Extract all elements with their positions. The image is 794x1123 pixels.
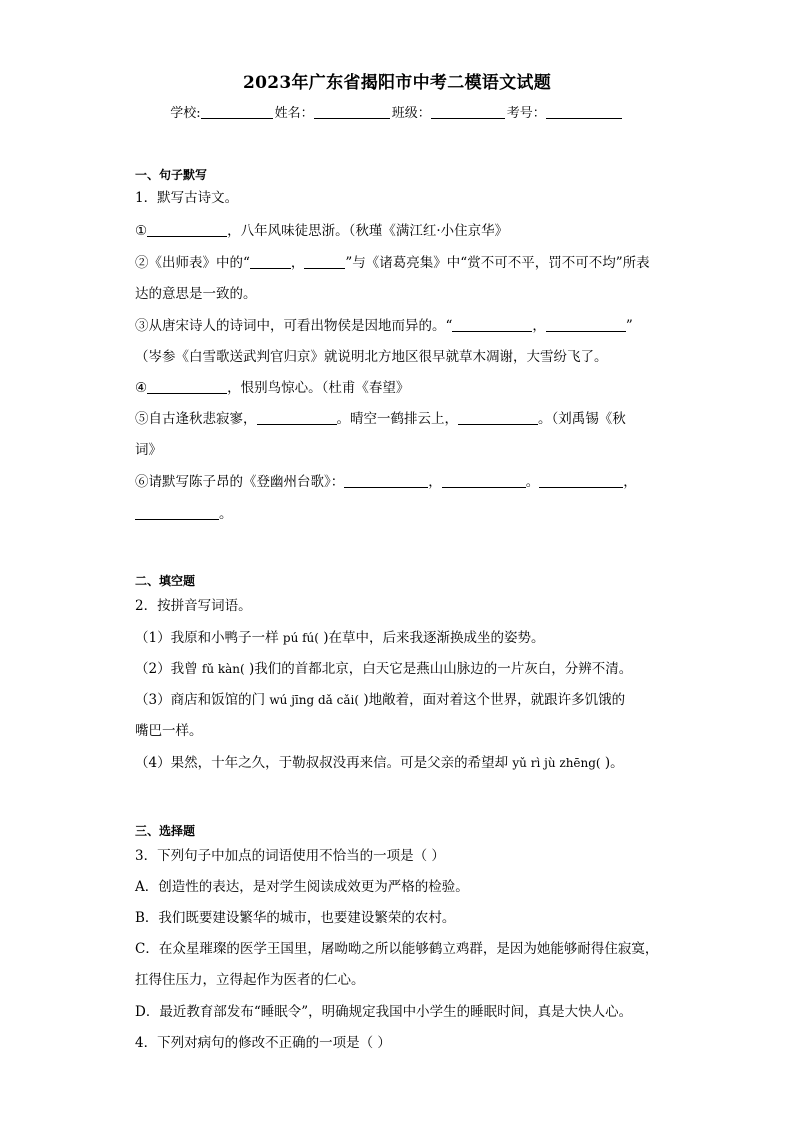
answer-blank[interactable] [539, 474, 623, 488]
question-2-sub-3-cont: 嘴巴一样。 [135, 723, 203, 739]
question-3-option-a: A．创造性的表达，是对学生阅读成效更为严格的检验。 [135, 879, 469, 895]
circled-1-icon: ① [135, 223, 148, 239]
question-2-sub-3: （3）商店和饭馆的门 wú jīng dǎ cǎi( )地敞着，面对着这个世界，就跟许多饥饿的 [135, 692, 626, 708]
question-1-item-1: ① ，八年风味徒思浙。（秋瑾《满江红·小住京华》 [135, 223, 509, 239]
class-field[interactable] [431, 105, 505, 119]
school-field[interactable] [201, 105, 273, 119]
question-2-sub-4: （4）果然，十年之久，于勒叔叔没再来信。可是父亲的希望却 yǔ rì jù zhēng( )。 [135, 755, 624, 771]
answer-blank[interactable] [147, 223, 227, 237]
question-1-item-2: ②《出师表》中的“ ， ”与《诸葛亮集》中“赏不可不平，罚不可不均”所表 [135, 255, 650, 271]
section-heading-3: 三、选择题 [135, 824, 196, 838]
question-2-sub-1: （1）我原和小鸭子一样 pú fú( )在草中，后来我逐渐换成坐的姿势。 [135, 630, 545, 646]
question-1-stem: 1．默写古诗文。 [135, 190, 239, 206]
question-1-item-6-cont: 。 [135, 505, 665, 523]
question-3-option-b: B．我们既要建设繁华的城市，也要建设繁荣的农村。 [135, 910, 456, 926]
question-1-item-2-cont: 达的意思是一致的。 [135, 286, 257, 302]
question-3-option-c: C．在众星璀璨的医学王国里，屠呦呦之所以能够鹤立鸡群，是因为她能够耐得住寂寞， [135, 941, 659, 957]
class-label: 班级： [391, 106, 431, 121]
name-label: 姓名： [274, 106, 314, 121]
section-heading-2: 二、填空题 [135, 574, 196, 588]
section-heading-1: 一、句子默写 [135, 168, 208, 182]
school-label: 学校: [170, 106, 201, 121]
name-field[interactable] [314, 105, 390, 119]
question-1-item-3-cont: （岑参《白雪歌送武判官归京》就说明北方地区很早就草木凋谢，大雪纷飞了。 [135, 349, 608, 365]
number-label: 考号： [506, 106, 546, 121]
question-2-stem: 2．按拼音写词语。 [135, 598, 252, 614]
answer-blank[interactable] [344, 474, 428, 488]
answer-blank[interactable] [458, 411, 538, 425]
question-1-item-5: ⑤自古逢秋悲寂寥， 。晴空一鹤排云上， 。（刘禹锡《秋 [135, 411, 626, 427]
page-title: 2023年广东省揭阳市中考二模语文试题 [242, 73, 551, 93]
answer-blank[interactable] [147, 380, 227, 394]
circled-4-icon: ④ [135, 380, 148, 396]
answer-blank[interactable] [442, 474, 526, 488]
question-3-stem: 3．下列句子中加点的词语使用不恰当的一项是（ ） [135, 848, 445, 864]
answer-blank[interactable] [135, 506, 219, 520]
question-1-item-3: ③从唐宋诗人的诗词中，可看出物侯是因地而异的。“ ， ” [135, 318, 633, 334]
question-2-sub-2: （2）我曾 fǔ kàn( )我们的首都北京，白天它是燕山山脉边的一片灰白，分辨不清。 [135, 661, 633, 677]
answer-blank[interactable] [452, 318, 532, 332]
answer-blank[interactable] [304, 255, 345, 269]
number-field[interactable] [546, 105, 622, 119]
question-3-option-c-cont: 扛得住压力，立得起作为医者的仁心。 [135, 972, 365, 988]
answer-blank[interactable] [257, 411, 337, 425]
question-1-item-6: ⑥请默写陈子昂的《登幽州台歌》： ， 。 ， [135, 474, 637, 490]
question-1-item-5-cont: 词》 [135, 442, 162, 458]
question-4-stem: 4．下列对病句的修改不正确的一项是（ ） [135, 1035, 391, 1051]
answer-blank[interactable] [546, 318, 626, 332]
question-1-item-4: ④ ，恨别鸟惊心。（杜甫《春望》 [135, 380, 410, 396]
student-info-row [0, 102, 794, 121]
answer-blank[interactable] [250, 255, 291, 269]
question-3-option-d: D．最近教育部发布“睡眠令”，明确规定我国中小学生的睡眠时间，真是大快人心。 [135, 1004, 633, 1020]
